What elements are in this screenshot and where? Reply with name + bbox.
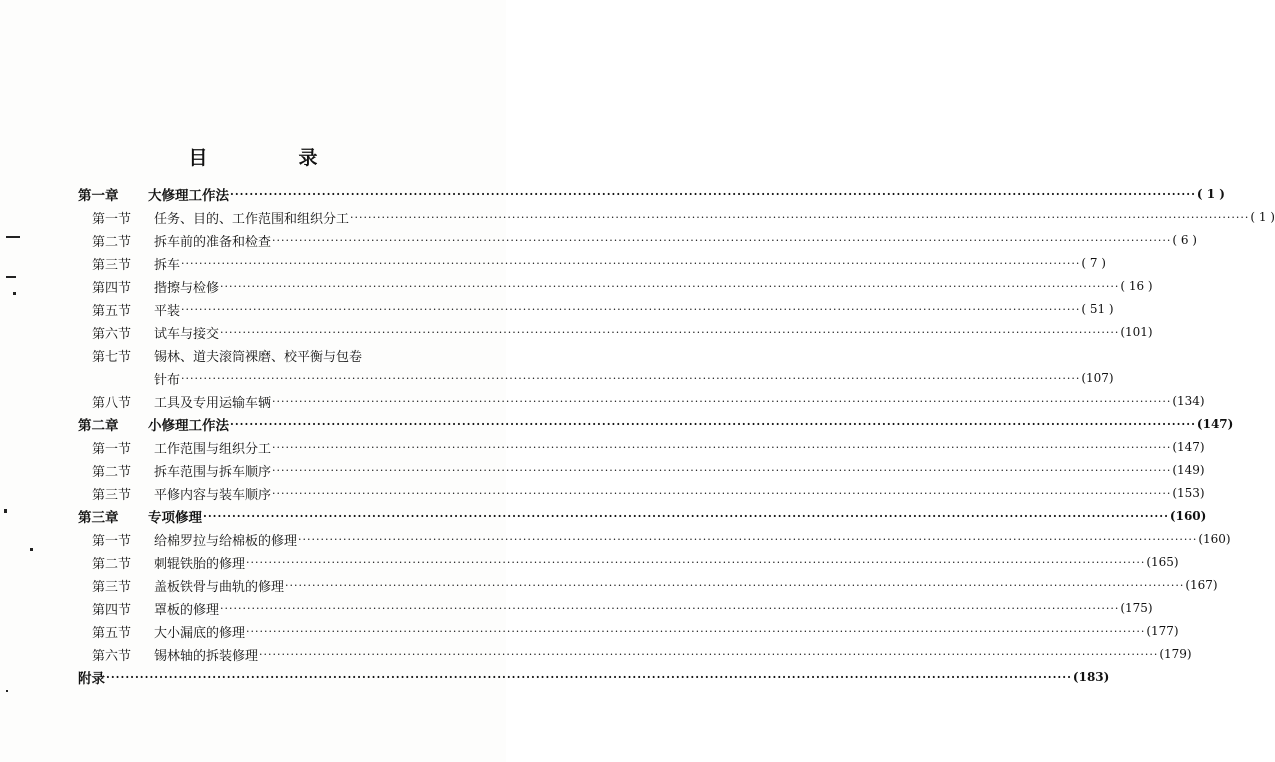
dot-leader: ········································································································································································································	[220, 279, 1120, 293]
toc-entry-page: (165)	[1146, 555, 1179, 569]
toc-entry-title: 专项修理	[148, 510, 202, 526]
toc-entry-title: 拆车	[154, 257, 181, 273]
toc-entry-label: 第二节	[92, 464, 132, 480]
scan-speck	[6, 276, 16, 278]
dot-leader: ········································································································································································································	[106, 670, 1072, 684]
toc-entry-page: (107)	[1081, 371, 1114, 385]
toc-entry-section[interactable]	[92, 552, 1179, 572]
toc-entry-section[interactable]	[92, 276, 1153, 296]
toc-entry-label: 第一节	[92, 441, 132, 457]
toc-entry-title: 大小漏底的修理	[154, 625, 246, 641]
toc-entry-title: 罩板的修理	[154, 602, 220, 618]
toc-entry-title: 平修内容与装车顺序	[154, 487, 272, 503]
dot-leader: ········································································································································································································	[220, 325, 1120, 339]
toc-entry-label: 第二节	[92, 556, 132, 572]
dot-leader: ········································································································································································································	[230, 187, 1196, 201]
toc-entry-label: 第一节	[92, 211, 132, 227]
toc-entry-title: 刺辊铁胎的修理	[154, 556, 246, 572]
toc-entry-label: 第二节	[92, 234, 132, 250]
toc-entry-section[interactable]	[92, 230, 1197, 250]
toc-entry-chapter-1[interactable]	[78, 184, 1225, 204]
toc-entry-section[interactable]	[92, 529, 1231, 549]
toc-entry-section[interactable]	[92, 437, 1205, 457]
toc-entry-label: 第二章	[78, 418, 119, 434]
toc-entry-chapter-3[interactable]	[78, 506, 1207, 526]
toc-entry-label: 第一章	[78, 188, 119, 204]
toc-entry-page: (147)	[1172, 440, 1205, 454]
dot-leader: ········································································································································································································	[272, 233, 1172, 247]
toc-entry-page: ( 1 )	[1196, 187, 1225, 201]
scan-speck	[30, 548, 33, 551]
toc-entry-page: (179)	[1159, 647, 1192, 661]
toc-entry-title: 锡林、道夫滚筒裸磨、校平衡与包卷	[154, 349, 363, 365]
toc-entry-label: 第五节	[92, 625, 132, 641]
dot-leader: ········································································································································································································	[181, 371, 1081, 385]
toc-entry-label: 第八节	[92, 395, 132, 411]
toc-entry-label: 第三节	[92, 257, 132, 273]
dot-leader: ········································································································································································································	[230, 417, 1196, 431]
toc-entry-section[interactable]	[92, 460, 1205, 480]
dot-leader: ········································································································································································································	[181, 256, 1081, 270]
dot-leader: ········································································································································································································	[285, 578, 1185, 592]
toc-entry-chapter-2[interactable]	[78, 414, 1234, 434]
toc-entry-page: (149)	[1172, 463, 1205, 477]
toc-entry-page: (153)	[1172, 486, 1205, 500]
toc-entry-section[interactable]	[92, 345, 456, 365]
toc-entry-label: 第七节	[92, 349, 132, 365]
toc-entry-section[interactable]	[92, 575, 1218, 595]
toc-entry-title: 锡林轴的拆装修理	[154, 648, 259, 664]
toc-entry-page: (177)	[1146, 624, 1179, 638]
toc-entry-title: 试车与接交	[154, 326, 220, 342]
toc-entry-page: ( 16 )	[1120, 279, 1153, 293]
toc-entry-page: (175)	[1120, 601, 1153, 615]
toc-entry-section[interactable]	[92, 322, 1153, 342]
page-title: 目 录	[188, 147, 354, 169]
dot-leader: ········································································································································································································	[350, 210, 1250, 224]
toc-entry-section[interactable]	[92, 391, 1205, 411]
toc-entry-page: ( 7 )	[1081, 256, 1106, 270]
dot-leader: ········································································································································································································	[203, 509, 1169, 523]
dot-leader: ········································································································································································································	[259, 647, 1159, 661]
scan-speck	[4, 509, 7, 513]
toc-entry-title: 拆车前的准备和检查	[154, 234, 272, 250]
toc-entry-label: 第四节	[92, 280, 132, 296]
toc-entry-section[interactable]	[92, 621, 1179, 641]
toc-entry-section[interactable]	[92, 483, 1205, 503]
dot-leader: ········································································································································································································	[246, 555, 1146, 569]
toc-entry-label: 第三章	[78, 510, 119, 526]
dot-leader: ········································································································································································································	[272, 440, 1172, 454]
toc-entry-title: 任务、目的、工作范围和组织分工	[154, 211, 350, 227]
toc-entry-page: (134)	[1172, 394, 1205, 408]
toc-entry-page: (183)	[1072, 670, 1110, 684]
toc-entry-page: (160)	[1198, 532, 1231, 546]
toc-entry-label: 附录	[78, 671, 105, 687]
dot-leader: ········································································································································································································	[272, 486, 1172, 500]
dot-leader: ········································································································································································································	[181, 302, 1081, 316]
toc-entry-page: ( 1 )	[1250, 210, 1275, 224]
toc-entry-label: 第一节	[92, 533, 132, 549]
dot-leader: ········································································································································································································	[220, 601, 1120, 615]
toc-entry-title: 小修理工作法	[148, 418, 229, 434]
toc-entry-label: 第五节	[92, 303, 132, 319]
toc-entry-appendix[interactable]	[78, 667, 1110, 687]
toc-entry-section[interactable]	[92, 299, 1114, 319]
toc-entry-title: 给棉罗拉与给棉板的修理	[154, 533, 298, 549]
toc-entry-title: 盖板铁骨与曲轨的修理	[154, 579, 285, 595]
toc-entry-section[interactable]	[92, 598, 1153, 618]
toc-entry-page: (160)	[1169, 509, 1207, 523]
scan-speck	[6, 690, 8, 692]
toc-entry-continuation[interactable]	[154, 368, 1114, 388]
dot-leader: ········································································································································································································	[272, 463, 1172, 477]
toc-entry-page: (101)	[1120, 325, 1153, 339]
dot-leader: ········································································································································································································	[298, 532, 1198, 546]
scan-speck	[6, 236, 20, 238]
toc-entry-label: 第六节	[92, 326, 132, 342]
toc-entry-label: 第四节	[92, 602, 132, 618]
toc-entry-title: 工作范围与组织分工	[154, 441, 272, 457]
dot-leader: ········································································································································································································	[272, 394, 1172, 408]
toc-entry-page: ( 51 )	[1081, 302, 1114, 316]
dot-leader: ········································································································································································································	[246, 624, 1146, 638]
toc-entry-section[interactable]	[92, 253, 1106, 273]
toc-entry-section[interactable]	[92, 644, 1192, 664]
toc-entry-title: 揩擦与检修	[154, 280, 220, 296]
toc-entry-section[interactable]	[92, 207, 1275, 227]
toc-entry-title: 针布	[154, 372, 181, 388]
toc-entry-title: 工具及专用运输车辆	[154, 395, 272, 411]
toc-entry-page: (147)	[1196, 417, 1234, 431]
toc-entry-label: 第六节	[92, 648, 132, 664]
toc-entry-page: (167)	[1185, 578, 1218, 592]
scan-speck	[13, 292, 16, 295]
toc-entry-title: 拆车范围与拆车顺序	[154, 464, 272, 480]
toc-entry-label: 第三节	[92, 487, 132, 503]
toc-entry-title: 大修理工作法	[148, 188, 229, 204]
toc-entry-label: 第三节	[92, 579, 132, 595]
toc-entry-page: ( 6 )	[1172, 233, 1197, 247]
toc-entry-title: 平装	[154, 303, 181, 319]
